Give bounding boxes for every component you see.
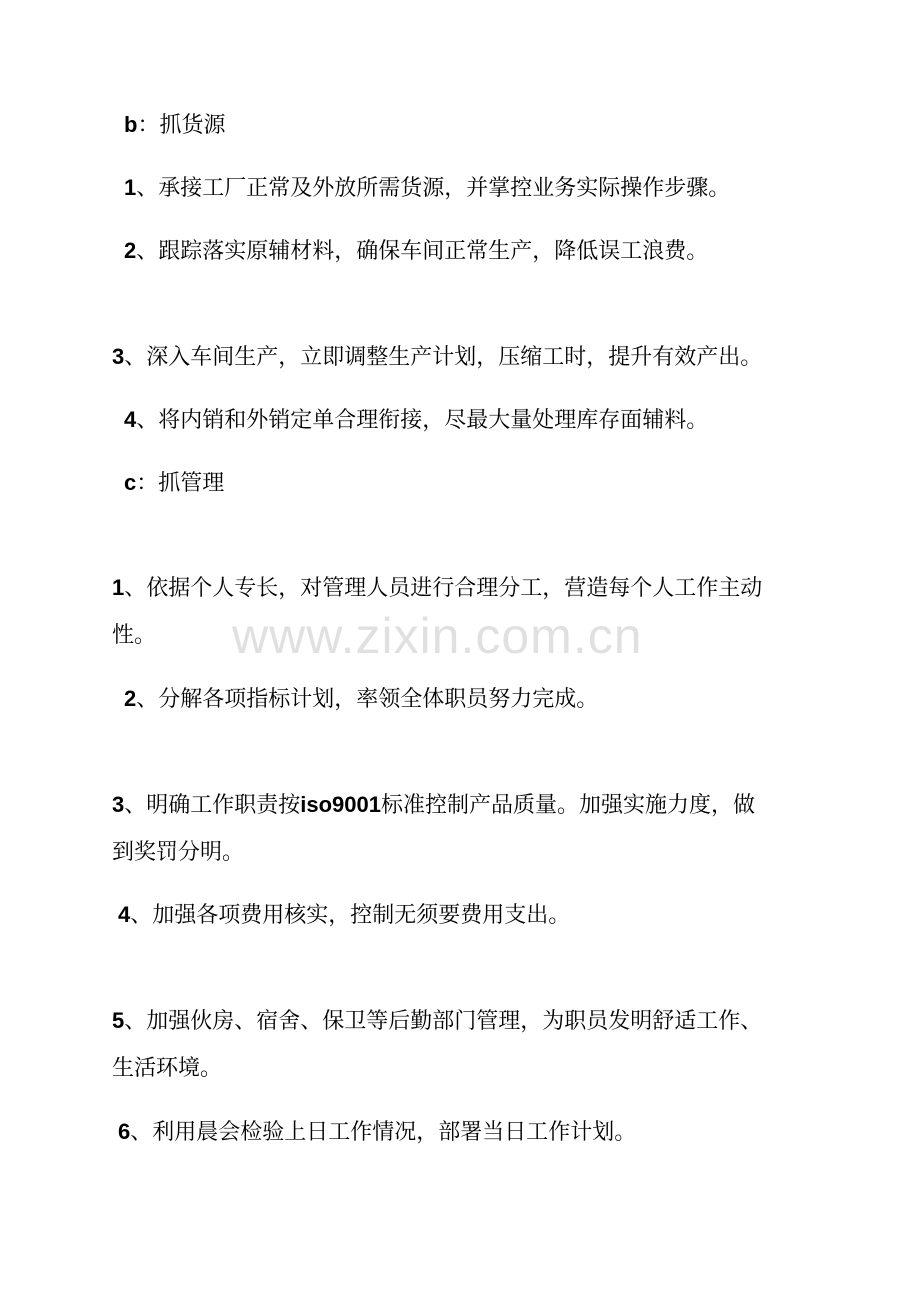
item-c-3 xyxy=(112,790,755,821)
item-number: 2 xyxy=(124,238,137,263)
item-c-3-continued xyxy=(112,838,244,868)
item-number: 5 xyxy=(112,1008,125,1033)
item-text: 生活环境。 xyxy=(112,1056,223,1081)
item-text: 、分解各项指标计划，率领全体职员努力完成。 xyxy=(136,687,599,712)
item-text: 、跟踪落实原辅材料，确保车间正常生产，降低误工浪费。 xyxy=(136,239,709,264)
heading-c-letter: c xyxy=(124,470,137,495)
item-c-1-continued xyxy=(112,621,156,651)
item-text: 、深入车间生产，立即调整生产计划，压缩工时，提升有效产出。 xyxy=(124,345,763,370)
heading-c-text: ：抓管理 xyxy=(136,471,225,496)
item-b-3 xyxy=(112,342,762,373)
item-c-2 xyxy=(124,684,598,715)
item-text: 、依据个人专长，对管理人员进行合理分工，营造每个人工作主动 xyxy=(124,576,763,601)
item-c-1 xyxy=(112,573,762,604)
watermark: www.zixin.com.cn xyxy=(232,608,643,664)
item-number: 1 xyxy=(124,175,137,200)
item-text: 、承接工厂正常及外放所需货源，并掌控业务实际操作步骤。 xyxy=(136,176,731,201)
item-b-4 xyxy=(124,405,708,436)
item-number: 3 xyxy=(112,792,125,817)
item-number: 6 xyxy=(118,1119,131,1144)
item-text: 、将内销和外销定单合理衔接，尽最大量处理库存面辅料。 xyxy=(136,408,709,433)
item-text: 、加强各项费用核实，控制无须要费用支出。 xyxy=(130,903,571,928)
item-text: 到奖罚分明。 xyxy=(112,840,245,865)
item-text: 性。 xyxy=(112,623,157,648)
item-number: 1 xyxy=(112,575,125,600)
heading-b-text: ：抓货源 xyxy=(137,113,226,138)
item-text: 、明确工作职责按 xyxy=(124,793,301,818)
item-b-2 xyxy=(124,236,708,267)
heading-c xyxy=(124,468,224,499)
item-number: 4 xyxy=(124,407,137,432)
item-number: 4 xyxy=(118,902,131,927)
item-c-5 xyxy=(112,1006,762,1037)
item-c-4 xyxy=(118,900,570,931)
item-text: 、利用晨会检验上日工作情况，部署当日工作计划。 xyxy=(130,1120,637,1145)
item-text: 、加强伙房、宿舍、保卫等后勤部门管理，为职员发明舒适工作、 xyxy=(124,1009,763,1034)
item-number: 2 xyxy=(124,686,137,711)
item-number: 3 xyxy=(112,344,125,369)
item-text: 标准控制产品质量。加强实施力度，做 xyxy=(381,793,756,818)
heading-b xyxy=(124,110,225,141)
item-c-5-continued xyxy=(112,1054,222,1084)
item-b-1 xyxy=(124,173,730,204)
heading-b-letter: b xyxy=(124,112,138,137)
standard-code: iso9001 xyxy=(300,792,381,817)
item-c-6 xyxy=(118,1117,636,1148)
